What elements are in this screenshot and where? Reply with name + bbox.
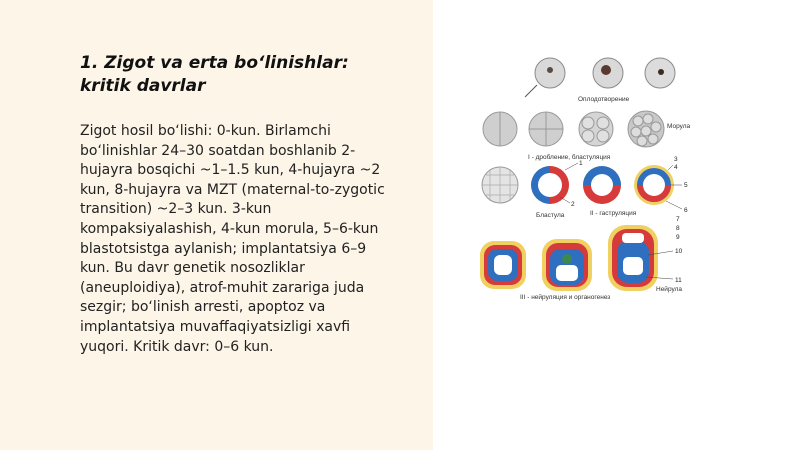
cleavage-row: [483, 111, 664, 147]
label-blastula: Бластула: [536, 212, 565, 219]
label-neurula: Нейрула: [656, 286, 682, 293]
caption-fertilization: Оплодотворение: [578, 96, 630, 103]
slide-body: Zigot hosil bo‘lishi: 0-kun. Birlamchi bo‘linishlar 24–30 soatdan boshlanib 2-hujayra bosqichi ~1–1.5 kun, 4-hujayra ~2 kun, 8-hujayra va MZT (maternal-to-zygotic transition) ~2–3 kun. 3-kun kompaksiyalashish, 4-kun morula, 5–6-kun blastotsistga aylanish; implantatsiya 6–9 kun. Bu davr genetik nosozliklar (aneuploidiya), atrof-muhit zarariga juda sezgir; bo‘linish arresti, apoptoz va implantatsiya muvaffaqiyatsizligi xavfi yuqori. Kritik davr: 0–6 kun.: [80, 123, 385, 355]
zygote-row: [525, 58, 675, 97]
callout-4: 4: [674, 164, 678, 171]
caption-gastrulation: II - гаструляция: [590, 210, 637, 217]
callout-9: 9: [676, 234, 680, 241]
callout-7: 7: [676, 216, 680, 223]
label-morula: Морула: [667, 123, 691, 130]
caption-cleavage: I - дробление, бластуляция: [528, 154, 611, 161]
callout-8: 8: [676, 225, 680, 232]
callout-6: 6: [684, 207, 688, 214]
caption-neurulation: III - нейруляция и органогенез: [520, 294, 611, 301]
slide-title: 1. Zigot va erta bo‘linishlar: kritik davrlar: [80, 53, 349, 96]
gastrulation-row: [482, 165, 674, 205]
embryo-development-figure: [470, 45, 710, 305]
callout-2: 2: [571, 201, 575, 208]
callout-11: 11: [675, 277, 682, 284]
callout-5: 5: [684, 182, 688, 189]
callout-3: 3: [674, 156, 678, 163]
callout-1: 1: [579, 160, 583, 167]
callout-10: 10: [675, 248, 683, 255]
neurulation-row: [480, 225, 658, 291]
